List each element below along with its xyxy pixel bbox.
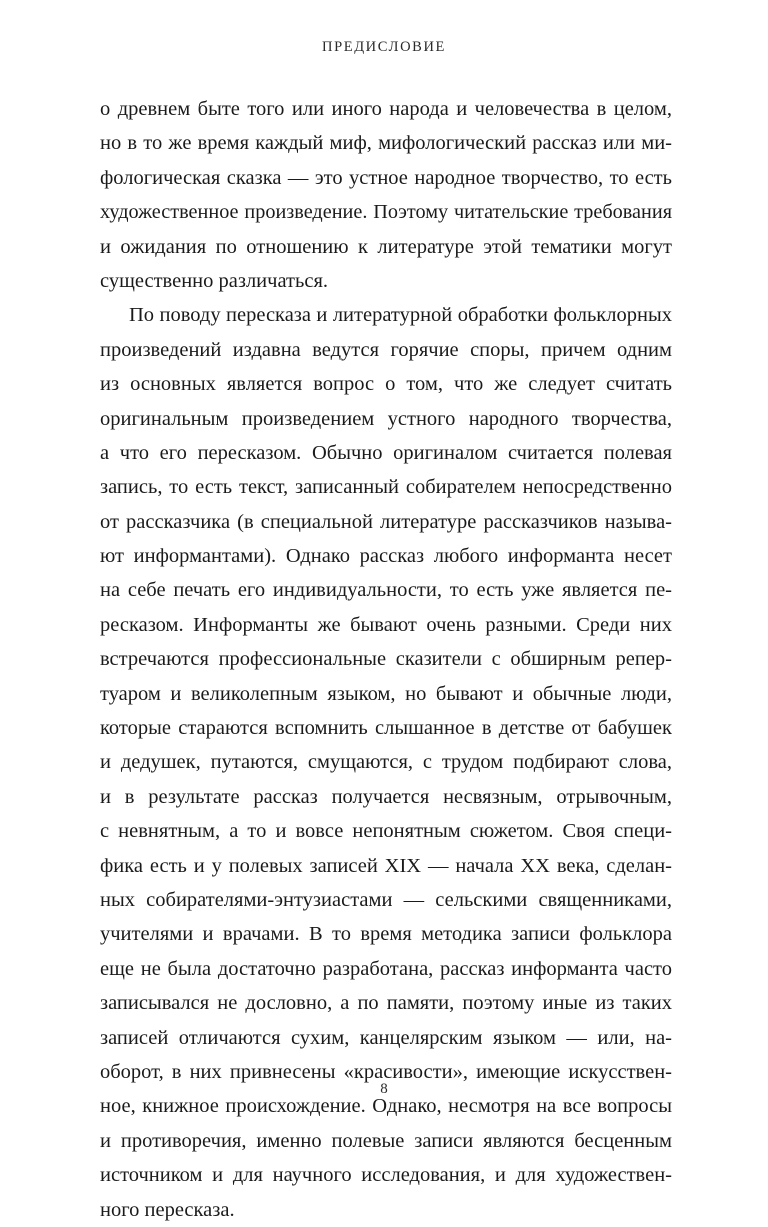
text-line: оборот, в них привнесены «красивости», имеющие искусствен- [100,1060,672,1083]
text-line: запись, то есть текст, записанный собирателем непосредственно [100,476,672,499]
text-line: от рассказчика (в специальной литературе рассказчиков называ- [100,510,672,533]
text-line: а что его пересказом. Обычно оригиналом считается полевая [100,441,672,464]
paragraph-start: По поводу пересказа и литературной обработки фольклорных [129,304,672,327]
text-line: из основных является вопрос о том, что же следует считать [100,373,672,396]
running-head: ПРЕДИСЛОВИЕ [322,39,446,55]
text-line: оригинальным произведением устного народного творчества, [100,407,672,430]
text-line: ют информантами). Однако рассказ любого информанта несет [100,545,672,568]
text-line: которые стараются вспомнить слышанное в детстве от бабушек [100,717,672,740]
page-number: 8 [380,1081,388,1097]
text-line: о древнем быте того или иного народа и человечества в целом, [100,98,672,120]
text-line: и в результате рассказ получается несвязным, отрывочным, [100,785,672,808]
body-text [100,92,672,1227]
text-line: ного пересказа. [100,1198,235,1221]
text-line: записывался не дословно, а по памяти, поэтому иные из таких [100,992,672,1015]
text-line: художественное произведение. Поэтому читательские требования [100,201,672,224]
text-line: фика есть и у полевых записей XIX — начала XX века, сделан- [100,854,672,877]
text-line: но в то же время каждый миф, мифологический рассказ или ми- [100,132,672,155]
text-line: еще не была достаточно разработана, рассказ информанта часто [100,957,672,980]
text-line: и ожидания по отношению к литературе этой тематики могут [100,235,672,258]
text-line: ное, книжное происхождение. Однако, несмотря на все вопросы [100,1095,672,1118]
text-line: ресказом. Информанты же бывают очень разными. Среди них [100,613,672,636]
text-line: фологическая сказка — это устное народное творчество, то есть [100,166,672,189]
text-line: на себе печать его индивидуальности, то есть уже является пе- [100,579,672,602]
text-line: ных собирателями-энтузиастами — сельскими священниками, [100,888,672,911]
text-line: и противоречия, именно полевые записи являются бесценным [100,1129,672,1152]
text-line: источником и для научного исследования, и для художествен- [100,1164,672,1187]
text-line: с невнятным, а то и вовсе непонятным сюжетом. Своя специ- [100,820,672,843]
text-line: записей отличаются сухим, канцелярским языком — или, на- [100,1026,672,1049]
text-line: произведений издавна ведутся горячие споры, причем одним [100,338,672,361]
text-line: существенно различаться. [100,269,328,292]
text-line: и дедушек, путаются, смущаются, с трудом подбирают слова, [100,751,672,774]
text-line: учителями и врачами. В то время методика записи фольклора [100,923,672,946]
text-line: туаром и великолепным языком, но бывают и обычные люди, [100,682,672,705]
text-line: встречаются профессиональные сказители с обширным репер- [100,648,672,671]
